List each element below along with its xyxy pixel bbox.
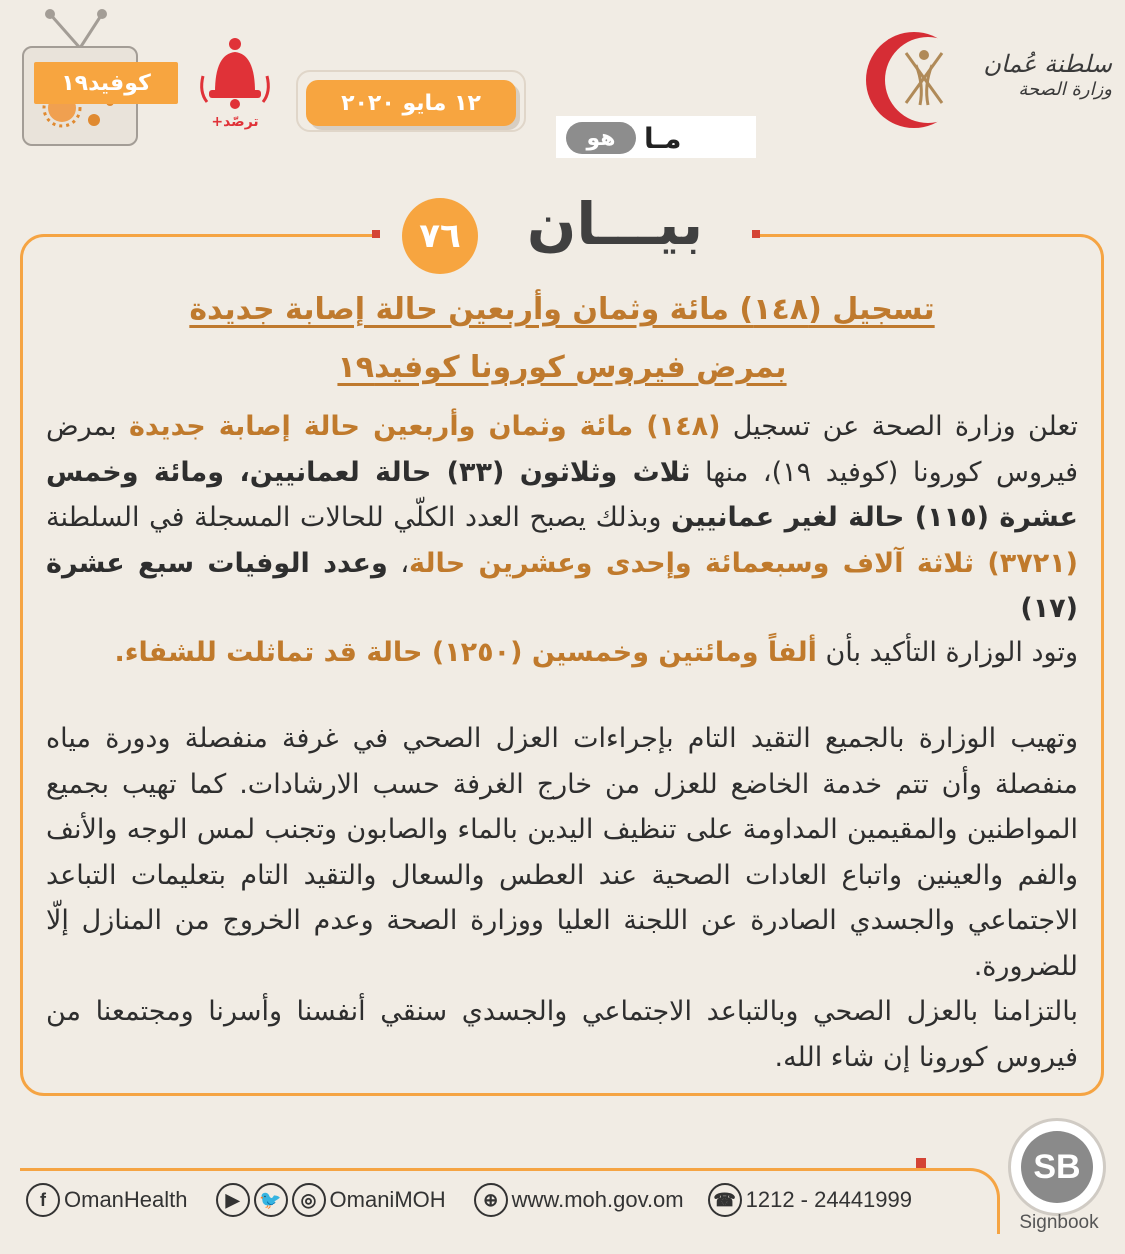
p1-segment: تعلن وزارة الصحة عن تسجيل <box>720 411 1078 442</box>
ministry-emblem <box>862 25 972 135</box>
headline-line-1: تسجيل (١٤٨) مائة وثمان وأربعين حالة إصابة جديدة <box>189 292 935 327</box>
p1-total-cases: (٣٧٢١) ثلاثة آلاف وسبعمائة وإحدى وعشرين حالة <box>409 547 1079 579</box>
statement-heading <box>380 192 760 272</box>
paragraph-recoveries <box>46 630 1078 676</box>
ministry-of-health-name: وزارة الصحة <box>1018 79 1112 100</box>
social-handle: OmaniMOH <box>329 1187 446 1212</box>
social-links[interactable] <box>216 1183 446 1217</box>
facebook-link[interactable] <box>26 1183 188 1217</box>
covid-tv-badge <box>22 6 151 150</box>
paragraph-cases <box>46 404 1078 632</box>
footer-contacts <box>26 1180 976 1220</box>
logo-mark: مـا <box>644 122 682 155</box>
footer-dot <box>916 1158 926 1168</box>
guidance-text: وتهيب الوزارة بالجميع التقيد التام بإجراءات العزل الصحي في غرفة منفصلة ودورة مياه منفصلة وأن تتم خدمة الخاضع للعزل من خارج الغرفة حسب الارشادات. كما تهيب بجميع المواطنين والمقيمين المداومة على تنظيف اليدين بالماء والصابون وتجنب لمس الوجه والأنف والفم والعينين واتباع العادات الصحية عند العطس والسعال والتقيد التام بتعليمات التباعد الاجتماعي والجسدي الصادرة عن اللجنة العليا ووزارة الصحة وعدم الخروج من المنازل إلّا للضرورة. <box>46 723 1078 982</box>
p1-segment: وبذلك يصبح العدد الكلّي للحالات المسجلة في السلطنة <box>46 502 671 533</box>
ministry-name <box>960 50 1112 102</box>
website-link[interactable] <box>474 1183 684 1217</box>
globe-icon: ⊕ <box>474 1183 508 1217</box>
phone-icon: ☎ <box>708 1183 742 1217</box>
website-url: www.moh.gov.om <box>511 1187 684 1212</box>
p2-recovered: ألفاً ومائتين وخمسين (١٢٥٠) حالة قد تماثلت للشفاء. <box>114 637 817 668</box>
alarm-bell-icon <box>195 36 275 116</box>
youtube-icon: ▶ <box>216 1183 250 1217</box>
alarm-caption: ترصّد+ <box>211 114 259 130</box>
alarm-badge <box>195 36 275 136</box>
closing-text: بالتزامنا بالعزل الصحي وبالتباعد الاجتماعي والجسدي سنقي أنفسنا وأسرنا ومجتمعنا من فيروس كورونا إن شاء الله. <box>46 996 1078 1073</box>
sultanate-name: سلطنة عُمان <box>983 50 1112 78</box>
statement-word: بيـــان <box>526 190 704 258</box>
twitter-icon: 🐦 <box>254 1183 288 1217</box>
tv-label: كوفيد١٩ <box>34 62 178 104</box>
p1-segment: ، <box>387 547 410 579</box>
signbook-caption: Signbook <box>1019 1212 1099 1233</box>
signbook-initials: SB <box>1021 1131 1093 1203</box>
p1-breakdown: ثلاث وثلاثون (٣٣) حالة لعمانيين، ومائة وخمس عشرة (١١٥) حالة لغير عمانيين <box>46 456 1078 533</box>
paragraph-guidance <box>46 716 1078 1080</box>
watermark-logo <box>556 116 756 158</box>
p1-deaths: وعدد الوفيات سبع عشرة (١٧) <box>46 547 1078 624</box>
p1-segment: بمرض فيروس كورونا (كوفيد ١٩)، منها <box>46 411 1078 488</box>
crescent-emblem-icon <box>862 25 972 135</box>
p1-new-cases: (١٤٨) مائة وثمان وأربعين حالة إصابة جديدة <box>128 411 721 442</box>
logo-pill: هو <box>566 122 636 154</box>
date-pill: ١٢ مايو ٢٠٢٠ <box>306 80 516 126</box>
headline-line-2: بمرض فيروس كورونا كوفيد١٩ <box>337 350 787 385</box>
signbook-badge <box>1008 1118 1106 1216</box>
instagram-icon: ◎ <box>292 1183 326 1217</box>
statement-number: ٧٦ <box>402 198 478 274</box>
facebook-handle: OmanHealth <box>64 1187 188 1212</box>
p2-segment: وتود الوزارة التأكيد بأن <box>816 637 1078 668</box>
phone-link[interactable] <box>708 1183 912 1217</box>
facebook-icon: f <box>26 1183 60 1217</box>
phone-number: 1212 - 24441999 <box>745 1187 912 1212</box>
frame-dash-left <box>372 230 380 238</box>
